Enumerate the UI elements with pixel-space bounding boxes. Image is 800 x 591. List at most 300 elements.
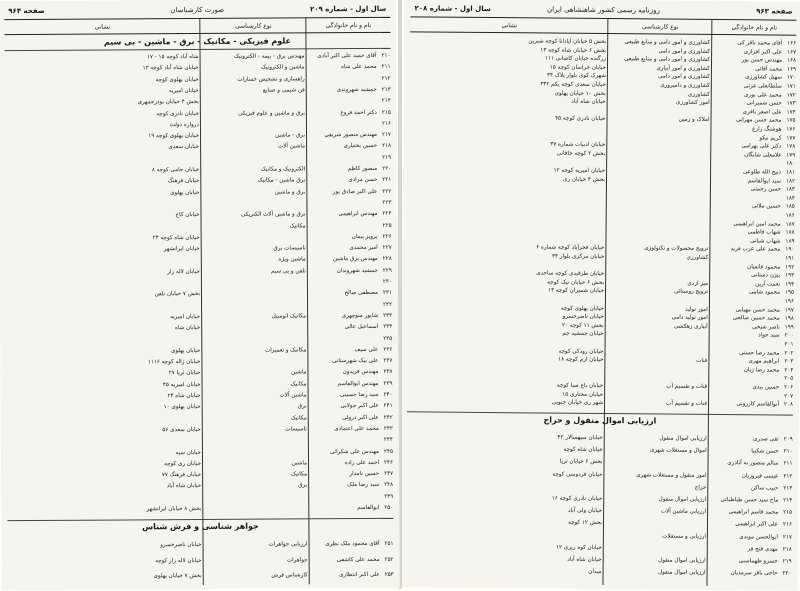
entry-name: ابوالحسن موبدی [708,531,778,544]
entry-number: ۲۴۸ [379,480,393,491]
entry-name: دکتر احمد فروغ [307,107,377,119]
entry-number: ۲۴۴ [379,435,393,446]
entry-name: آقای محمد باقر کی [712,39,782,48]
entry-expertise [606,262,708,263]
entry-number: ۲۲۶ [378,232,392,243]
entry-address: خیابان شمیران کوچه ۱۳ [408,286,604,296]
entry-number: ۱۷۵ [781,117,795,126]
entry-expertise: تاسیسات [203,424,307,436]
entry-address [6,334,200,335]
issue-number: سال اول - شماره ۲۰۸ [414,1,490,16]
entry-number: ۱۸۴ [781,194,795,203]
entry-expertise: ارزیابی اموال منقول [604,493,706,506]
entry-number: ۲۲۱ [377,175,391,186]
entry-number: ۲۳۶ [378,345,392,356]
right-page [399,0,800,591]
entry-expertise: مکانیک [203,413,307,425]
entry-number: ۱۸۱ [781,169,795,178]
entry-number: ۱۸۲ [781,177,795,186]
entry-expertise: کشاورزی و امور دامی و منابع طبیعی [608,55,710,64]
entry-expertise: برق [203,481,307,493]
entry-name: حاجی باقر سرمدیان [708,567,778,580]
entry-expertise: ارزیابی جواهرات [203,537,307,553]
entry-number: ۱۷۶ [781,126,795,135]
entry-number: ۲۱۶ [778,519,792,531]
entry-number: ۲۰۷ [779,392,793,401]
entry-address: بخش ۷ خیابان پهلوی [8,569,202,586]
entry-name: مهندس ابراهیمی [307,209,377,221]
entry-name: خسرو طهماسبی [708,555,778,568]
entry-number: ۲۱۲ [778,470,792,482]
entry-address: خیابان جمشید جم [408,329,604,339]
entry-address [5,154,199,155]
entry-name: ابوالقاسم [309,503,379,515]
entry-address: خیابان ادبیات شماره ۳۷ [409,140,605,150]
entry-name: مهندس ابوالقاسم [309,379,379,391]
entry-name: محمد قاسم ابراهیمی [708,506,778,519]
entry-address: خیابان شاه کوچه ۲۴ [6,233,200,245]
entry-name: سید رضا حسینی [309,390,379,402]
entry-name: حسن مرادی [307,175,377,187]
entry-expertise [607,236,709,237]
entry-expertise: برق ماشین - مکانیک [201,176,305,188]
entry-address: بخش ۶ خیابان ثریا [406,455,602,469]
entry-name: مهندس برق ماشین [308,254,378,266]
entry-number: ۲۵۲ [380,552,394,568]
entry-address: خیابان لاله زار [6,267,200,279]
entry-address: خیابان شاه کوچه [407,442,603,456]
entry-name: محمد رضا حسنی [709,349,779,358]
entry-number: ۱۷۹ [781,151,795,160]
entry-address: بخش ۲ کوچه خاقانی [409,148,605,158]
journal-title: صورت کارشناسان [4,2,390,18]
entry-name [710,340,780,341]
entry-expertise: آبیاری زهکشی [606,322,708,331]
entry-name: علی اکبر صادق پور [307,187,377,199]
entry-name: شهاب شبانی [710,237,780,246]
entry-expertise [202,300,306,301]
table-row [7,503,393,517]
entry-name: کریم نیکو [711,134,781,143]
entry-number: ۲۲۰ [377,164,391,175]
entry-address: خیابان لاله زار کوچه [8,553,202,570]
section-title: ارزیابی اموال منقول و حراج [407,413,793,428]
entry-number: ۲۴۰ [379,390,393,401]
entry-address: خیابان کوه ریزی ۱۲ [406,540,602,554]
entry-name: علی اکبر درولی [309,412,379,424]
entry-address: خیابان امیریه کوچه ۱۲ [409,165,605,175]
entry-expertise [606,270,708,271]
entry-number: ۱۹۹ [780,323,794,332]
entry-number: ۲۲۳ [377,198,391,209]
entry-expertise [607,219,709,220]
entry-name: امیر محمدی [308,243,378,255]
entry-number: ۲۰۹ [779,434,793,446]
entry-name: عیسی فیروزیان [708,470,778,483]
entry-expertise [605,365,707,366]
entry-address: خیابان پهلوی [6,346,200,358]
table-row [8,568,394,586]
entry-address: شهر ری خیابان جنوبی [407,397,603,407]
entry-expertise: کشاورزی و امور دامی [608,72,710,81]
entry-address: خیابان ولی آباد [406,503,602,517]
entry-number: ۲۱۳ [778,482,792,494]
entry-address: خیابان جامی کوچه ۸ [5,165,199,177]
entry-number: ۲۳۳ [378,311,392,322]
entry-address: خیابان کاخ [5,210,199,222]
entry-name: حسین بیدی [709,383,779,392]
entry-number: ۲۴۱ [379,401,393,412]
entry-number: ۲۳۲ [378,299,392,310]
entry-number: ۱۸۳ [781,186,795,195]
entry-address: خیابان ژاله کوچه ۱۱۱۶ [6,357,200,369]
entry-expertise: ارزیابی اموال منقول [605,432,707,445]
column-header-address: نشانی [410,20,608,32]
entry-address: خیابان ناصرخسرو [7,538,201,555]
entry-number: ۲۴۹ [379,492,393,503]
entry-number: ۲۱۲ [377,73,391,84]
entry-address: بخش ۵ خیابان آپادانا کوچه شیرین [410,36,606,46]
entry-number: ۲۱۴ [778,495,792,507]
entry-address: خیابان فردوسی کوچه [406,467,602,481]
entry-address: بخش ۱۰ خیابان پهلوی [410,88,606,98]
entry-expertise [203,447,307,448]
entry-number: ۲۲۷ [378,243,392,254]
entry-expertise [201,153,305,154]
entry-address: خیابان ثریا ۲۷ [6,368,200,380]
entry-expertise: ماشین آلات [201,142,305,154]
entry-name: علی اکبر افرازی [712,48,782,57]
entry-name [711,194,781,195]
entry-expertise: ماشین ویژه [202,255,306,267]
entry-address: بخش ۱۱ کوچه ۲۰ [408,320,604,330]
entry-name [709,392,779,393]
entry-address: خیابان شاه [6,323,200,335]
entry-name: منصور کاظم [307,164,377,176]
entry-number: ۲۰۶ [779,384,793,393]
entry-expertise [203,503,307,504]
entry-name: محمد حسن مهرانی [711,116,781,125]
entry-address: بخش ۱۲ کوچه [406,516,602,530]
entry-address: خیابان پهلوی [5,188,199,200]
entry-number: ۱۹۷ [780,306,794,315]
entry-address: خیابان طرقبدی کوچه ساجدی [408,269,604,279]
entry-expertise [607,227,709,228]
entry-expertise: مکانیک [203,379,307,391]
entry-address: خیابان امیریه ۴۵ [7,380,201,392]
entry-expertise [606,296,708,297]
entry-number: ۱۸۰ [781,160,795,169]
entry-expertise: مکانیک اتومبیل [202,311,306,323]
entry-address: خیابان امیریه [6,312,200,324]
entry-number: ۲۱۸ [377,141,391,152]
entry-number: ۱۹۶ [780,298,794,307]
entry-name: مصطفی صالح [308,288,378,300]
entry-number: ۲۱۸ [778,543,792,555]
entry-number: ۱۹۰ [780,246,794,255]
entry-expertise [606,330,708,331]
entry-name: محمد علی بوری [712,91,782,100]
entry-address: خیابان ناصرخسرو [408,312,604,322]
entry-number: ۱۹۳ [780,272,794,281]
entry-name: محمود قانعیان [710,263,780,272]
entry-expertise: امور تولید دامی [606,313,708,322]
entry-name: حسین نامدار [309,469,379,481]
entry-name: علی سیف [308,345,378,357]
entry-number: ۱۸۶ [781,212,795,221]
entry-expertise [607,150,709,151]
entry-name: علی اصغر باقری [712,108,782,117]
entry-expertise [202,289,306,290]
entry-number: ۲۴۶ [379,458,393,469]
entry-number: ۲۱۵ [778,507,792,519]
entry-expertise [607,184,709,185]
left-page [0,0,400,590]
entry-expertise [605,391,707,392]
entry-expertise: قنات و تقسیم آب [605,399,707,408]
entry-number: ۲۰۴ [779,366,793,375]
entry-address: خیابان فخرآباد کوچه شماره ۶ [408,243,604,253]
entry-address: میدان [406,564,602,578]
entry-number: ۱۹۴ [780,280,794,289]
entry-address: خیابان فرهنگ [5,176,199,188]
entry-name: ذبیح الله طلوعی [711,168,781,177]
entry-name: علی اکبر جولایی [309,401,379,413]
entry-expertise: ماشین [202,368,306,380]
entry-number: ۲۳۱ [378,288,392,299]
table-row [406,564,792,580]
entry-expertise: ماشین آلات [203,390,307,402]
entry-number: ۲۲۰ [778,568,792,580]
entry-name: ناصر شیخی [710,323,780,332]
entry-expertise: امور کشاورزی [608,98,710,107]
column-header-name: نام و نام خانوادگی [306,21,390,32]
entry-name: حسن شمیرانی [712,99,782,108]
entry-expertise: ماشین و الکترونیک [201,63,305,75]
entry-expertise: ارزیابی ماشین آلات [604,505,706,518]
entry-address: خیابان مرکزی بلوار ۳۴ [408,251,604,261]
entry-expertise [201,198,305,199]
entry-expertise: امور تولید [606,305,708,314]
entry-address: خیابان نادری کوچه ۴۵ [409,114,605,124]
entry-address [7,493,201,494]
entry-number: ۲۱۴ [377,96,391,107]
entry-expertise [607,141,709,142]
entry-expertise [201,97,305,98]
entry-expertise [607,193,709,194]
entry-number: ۲۱۷ [778,531,792,543]
entry-number: ۲۱۳ [377,85,391,96]
entry-expertise: کارشناس فرش [204,568,308,584]
entry-address: بخش ۶ خیابان شاه کوچه ۱۳ [410,45,606,55]
entry-name: حسین ملائی [711,202,781,211]
entry-expertise: راهسازی و تشخیص خسارات [201,74,305,86]
entry-address: بخش ۳ خیابان ری [409,174,605,184]
entries-list [5,51,394,517]
entry-name: حسن رحمتی [711,185,781,194]
entry-address: خیابان شاه آباد [7,481,201,493]
entry-expertise: مکانیک [202,221,306,233]
entry-number: ۱۷۰ [782,74,796,83]
entry-expertise [605,456,707,457]
entry-name: سهیل کشاورزی [712,73,782,82]
entry-number: ۱۸۵ [781,203,795,212]
entry-number: ۲۱۰ [779,446,793,458]
entry-number: ۲۰۲ [779,349,793,358]
entry-name: بیژن دستانی [710,271,780,280]
entry-expertise: جواهرات [204,553,308,569]
entry-expertise: کشاورزی [608,90,710,99]
section-title: جواهر شناسی و فرش شناس [7,520,393,534]
entry-name: مهندس منصور شریفی [307,130,377,142]
column-header-field: نوع کارشناسی [200,21,306,32]
entry-number: ۱۶۸ [782,57,796,66]
entry-address: خیابان مختاری ۱۵ [407,389,603,399]
entry-name [711,159,781,160]
entry-number: ۲۴۳ [379,424,393,435]
entry-expertise: قنات و تقسیم آب [605,382,707,391]
entry-name: محمد حسن مهیایی [710,306,780,315]
entry-number: ۲۱۷ [377,130,391,141]
entry-address: خیابان ارم کوچه ۱۸ [407,355,603,365]
entry-expertise: ترویج محصولات و تکنولوژی [606,244,708,253]
entry-name: محمد آقائی [712,65,782,74]
entry-expertise: برق و ماشین آلات الکتریکی [201,210,305,222]
entry-expertise [607,124,709,125]
page-number: صفحه ۹۶۳ [756,4,792,18]
entry-number: ۲۲۴ [377,209,391,220]
entry-number: ۲۰۸ [779,401,793,410]
entry-expertise [607,210,709,211]
entry-address: شاه آباد کوچه ۱۵ - ۱۷ [5,52,199,64]
entry-address: خیابان امیریه [5,86,199,98]
column-header-address: نشانی [4,22,200,33]
entry-name: علی اکبر ابراهیمی [708,518,778,531]
entry-number: ۲۲۸ [378,254,392,265]
entry-name: دکتر علی بهرامی [711,142,781,151]
entry-expertise: برق [203,402,307,414]
entry-address: زرگنده خیابان کاشانی ۱۱۱ [410,54,606,64]
entry-address: خیابان پهلوی کوچه ۱۹ [5,131,199,143]
entry-number: ۱۸۷ [781,220,795,229]
entry-name: محمد امین ابراهیمی [711,220,781,229]
entry-expertise [607,167,709,168]
entry-name: محمد علی عرب فرید [710,245,780,254]
section-title: علوم فیزیکی - مکانیک - برق - ماشین - بی سیم [4,35,390,49]
entry-expertise: کشاورزی و امور دامی [608,47,710,56]
entry-address: شهرک کوی بلوار پلاک ۳۴ [410,71,606,81]
entry-number: ۱۶۶ [782,40,796,49]
entry-expertise: ارزیابی اموال منقول [604,566,706,579]
entry-address: خیابان پهلوی کوچه [5,75,199,87]
entry-expertise [607,158,709,159]
entry-number: ۲۰۰ [780,332,794,341]
entry-name: سالم منصور به آتاذری [708,457,778,470]
entry-number: ۲۳۰ [378,277,392,288]
entry-expertise: ماشین [203,458,307,470]
entry-name: آقای حمید علی اکبر آبادی [307,51,377,63]
entry-name: علی بیک شهرستانی [308,356,378,368]
entry-address: خیابان سپهسالار ۴۲ [407,430,603,444]
entry-number: ۲۳۷ [378,356,392,367]
entry-expertise: میز ازدی [606,279,708,288]
entry-address: خیابان شاه آباد کوچه ۱۳ [5,63,199,75]
entry-name: مهندس فریدون [308,367,378,379]
entry-number: ۲۵۱ [379,537,393,553]
entry-name: ابراهیم مهری [709,357,779,366]
entry-expertise: مکانیک و تعمیرات [202,345,306,357]
entry-expertise: کشاورزی و امور آبیاری [608,64,710,73]
entry-address [5,199,199,200]
entry-address [6,221,200,222]
entry-address [6,255,200,256]
entry-expertise: کشاورزی و دامپروری [608,81,710,90]
entry-expertise [202,334,306,335]
entry-expertise [604,542,706,543]
entry-name: اسماعیل عالی [308,322,378,334]
entry-expertise: فن شیمی و صنایع [201,85,305,97]
entry-address: بخش ۴ خیابان بوذرجمهری [5,97,199,109]
entry-number: ۲۳۵ [378,333,392,344]
entry-number: ۲۱۹ [377,153,391,164]
entry-address: خیابان سعدی [5,142,199,154]
entry-address: خیابان نادری کوچه ۱۶ [406,491,602,505]
entry-name: حبیب ساکن [708,482,778,495]
entry-name: سید رضا ملک [309,480,379,492]
entry-name [710,297,780,298]
entry-expertise [202,356,306,357]
entry-name: محمود شامی [710,288,780,297]
entry-number: ۲۰۳ [779,358,793,367]
entry-name: آبوالقاسم کازرونی [709,400,779,409]
entries-list [405,430,792,583]
entry-number: ۱۷۲ [782,91,796,100]
left-page-header [4,2,390,18]
entry-expertise: املاک و زمین [607,115,709,124]
entry-number: ۱۹۱ [780,255,794,264]
entry-address [7,414,201,415]
entry-number: ۱۷۷ [781,134,795,143]
entry-address: خیابان سپه [7,447,201,459]
entry-name: جمشید شهروندی [307,85,377,97]
entry-expertise: برق و ماشین و علوم فیزیکی [201,108,305,120]
entry-name: پرویز پیمان [308,232,378,244]
entry-address: خیابان سعدی کوچه یکم ۳۴۲ [410,79,606,89]
entry-number: ۲۳۹ [379,379,393,390]
entry-expertise: ارزیابی اموال منقول [604,554,706,567]
entry-expertise: ارزیابی و مستغلات [604,530,706,543]
entry-expertise: امور منقول و مستغلات شهری [604,469,706,482]
entry-expertise: کشاورزی [606,253,708,262]
entry-expertise: الکترونیک و مکانیک [201,164,305,176]
entry-number: ۲۱۶ [377,119,391,130]
entry-name: حسن شکیبا [709,445,779,458]
entry-address: خیابان خراسان کوچه ۱۵ [410,62,606,72]
entry-address: خیابان شاه آباد [410,97,606,107]
entry-number: ۲۳۴ [378,322,392,333]
entry-address: خیابان پهلوی کوچه [408,303,604,313]
entry-address: خیابان شاه آباد [406,552,602,566]
entry-address: خیابان شاه ۲۴ [7,391,201,403]
entry-expertise [201,119,305,120]
entry-name: سلطانعلی عزتی [712,82,782,91]
entry-number: ۲۱۵ [377,107,391,118]
entry-number: ۲۱۹ [778,556,792,568]
entry-expertise: حراج [604,481,706,494]
entry-address [6,301,200,302]
entry-number: ۲۱۱ [377,62,391,73]
entry-name: غلامعلی شایگان [711,151,781,160]
